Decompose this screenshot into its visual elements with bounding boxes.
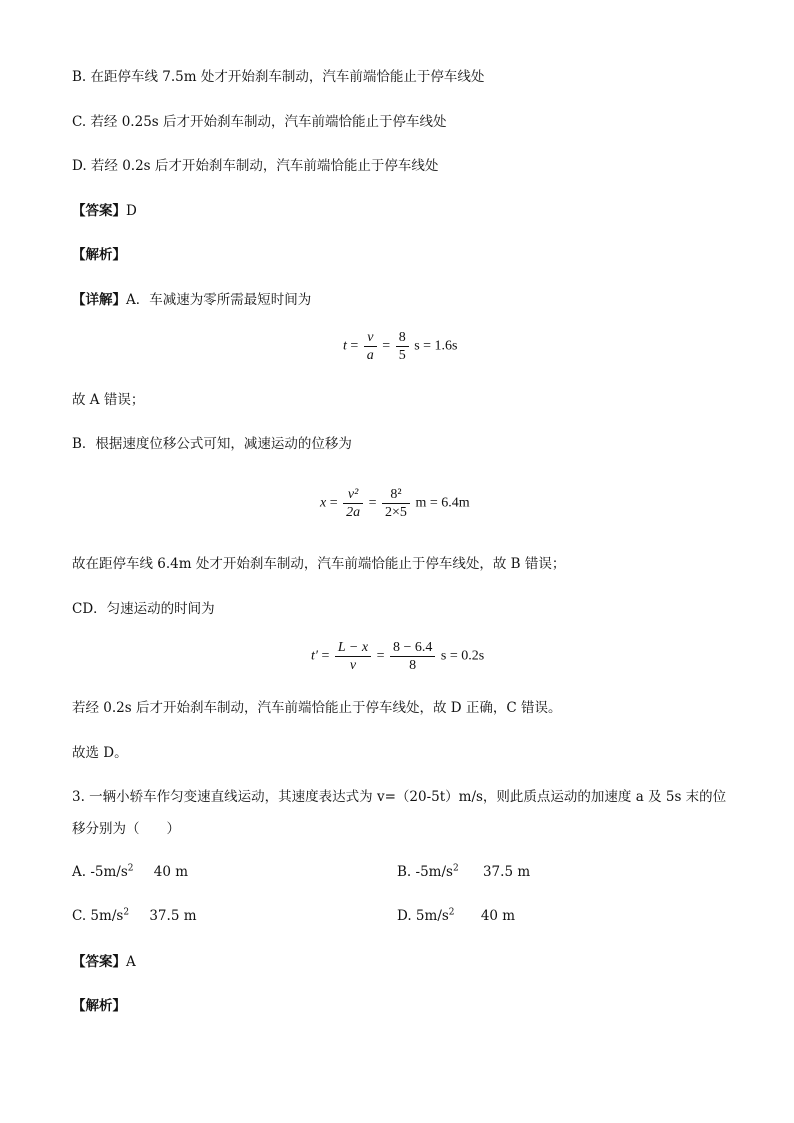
detail-cd-text: CD．匀速运动的时间为 (72, 601, 215, 617)
q3-option-b-label: B. -5m/s (397, 864, 453, 880)
formula-uniform-time (311, 639, 484, 674)
fraction-numerator: L − x (335, 639, 371, 657)
fraction-denominator: 2a (346, 505, 361, 520)
q3-option-d-value: 40 m (480, 908, 516, 924)
detail-a-line (72, 291, 311, 309)
q3-option-a-label: A. -5m/s (72, 864, 128, 880)
q3-option-d-label: D. 5m/s (397, 908, 449, 924)
detail-b-text: B．根据速度位移公式可知，减速运动的位移为 (72, 436, 352, 452)
q3-option-b-value: 37.5 m (482, 864, 531, 880)
q3-option-a-exponent: 2 (127, 863, 134, 874)
formula-eq: = (321, 648, 330, 664)
q3-option-c (72, 908, 197, 924)
fraction (390, 639, 435, 674)
q3-option-a-value: 40 m (153, 864, 189, 880)
conclusion-a: 故 A 错误； (72, 392, 145, 408)
answer-label: 【答案】 (72, 203, 126, 219)
formula-result: s = 0.2s (440, 648, 485, 664)
formula-lhs: t′ (311, 648, 318, 664)
question-3-stem-line1: 3. 一辆小轿车作匀变速直线运动，其速度表达式为 v=（20-5t）m/s，则此质点运动的加速度 a 及 5s 末的位 (72, 789, 727, 805)
formula-displacement (320, 486, 470, 521)
option-b-text: B. 在距停车线 7.5m 处才开始刹车制动，汽车前端恰能止于停车线处 (72, 69, 485, 85)
answer-value: D (126, 203, 137, 219)
q3-analysis-label: 【解析】 (72, 998, 126, 1014)
conclusion-cd: 若经 0.2s 后才开始刹车制动，汽车前端恰能止于停车线处，故 D 正确，C 错误。 (72, 700, 562, 716)
formula-lhs: t (343, 338, 347, 354)
detail-a-text: A．车减速为零所需最短时间为 (126, 292, 312, 308)
answer-line (72, 202, 137, 220)
final-choice: 故选 D。 (72, 745, 128, 761)
q3-option-a (72, 864, 188, 880)
fraction-numerator: 8² (382, 486, 410, 504)
formula-lhs: x (320, 495, 327, 511)
question-3-stem-line2: 移分别为（ ） (72, 821, 180, 837)
q3-answer-line (72, 953, 136, 971)
option-c-text: C. 若经 0.25s 后才开始刹车制动，汽车前端恰能止于停车线处 (72, 114, 447, 130)
q3-option-c-label: C. 5m/s (72, 908, 124, 924)
formula-result: m = 6.4m (415, 495, 470, 511)
formula-result: s = 1.6s (414, 338, 458, 354)
q3-option-d-exponent: 2 (448, 907, 455, 918)
fraction-numerator: v (364, 329, 377, 347)
formula-eq: = (382, 338, 391, 354)
q3-option-d (397, 908, 515, 924)
fraction-numerator: v² (343, 486, 363, 504)
fraction-denominator: a (366, 348, 374, 363)
q3-answer-value: A (126, 954, 136, 970)
q3-option-b (397, 864, 530, 880)
fraction (343, 486, 363, 521)
fraction-denominator: 2×5 (385, 505, 407, 520)
formula-eq: = (329, 495, 338, 511)
q3-option-b-exponent: 2 (452, 863, 459, 874)
fraction-denominator: 5 (398, 348, 406, 363)
formula-eq: = (350, 338, 359, 354)
formula-time (343, 329, 458, 364)
formula-eq: = (376, 648, 385, 664)
detail-label: 【详解】 (72, 292, 126, 308)
fraction (335, 639, 371, 674)
fraction-numerator: 8 − 6.4 (390, 639, 435, 657)
q3-option-c-value: 37.5 m (149, 908, 197, 924)
analysis-label: 【解析】 (72, 247, 126, 263)
fraction-numerator: 8 (396, 329, 409, 347)
formula-eq: = (368, 495, 377, 511)
fraction (396, 329, 409, 364)
fraction-denominator: 8 (409, 658, 417, 673)
q3-answer-label: 【答案】 (72, 954, 126, 970)
fraction-denominator: v (349, 658, 357, 673)
conclusion-b: 故在距停车线 6.4m 处才开始刹车制动，汽车前端恰能止于停车线处，故 B 错误； (72, 556, 566, 572)
option-d-text: D. 若经 0.2s 后才开始刹车制动，汽车前端恰能止于停车线处 (72, 158, 439, 174)
fraction (364, 329, 377, 364)
fraction (382, 486, 410, 521)
q3-option-c-exponent: 2 (123, 907, 130, 918)
